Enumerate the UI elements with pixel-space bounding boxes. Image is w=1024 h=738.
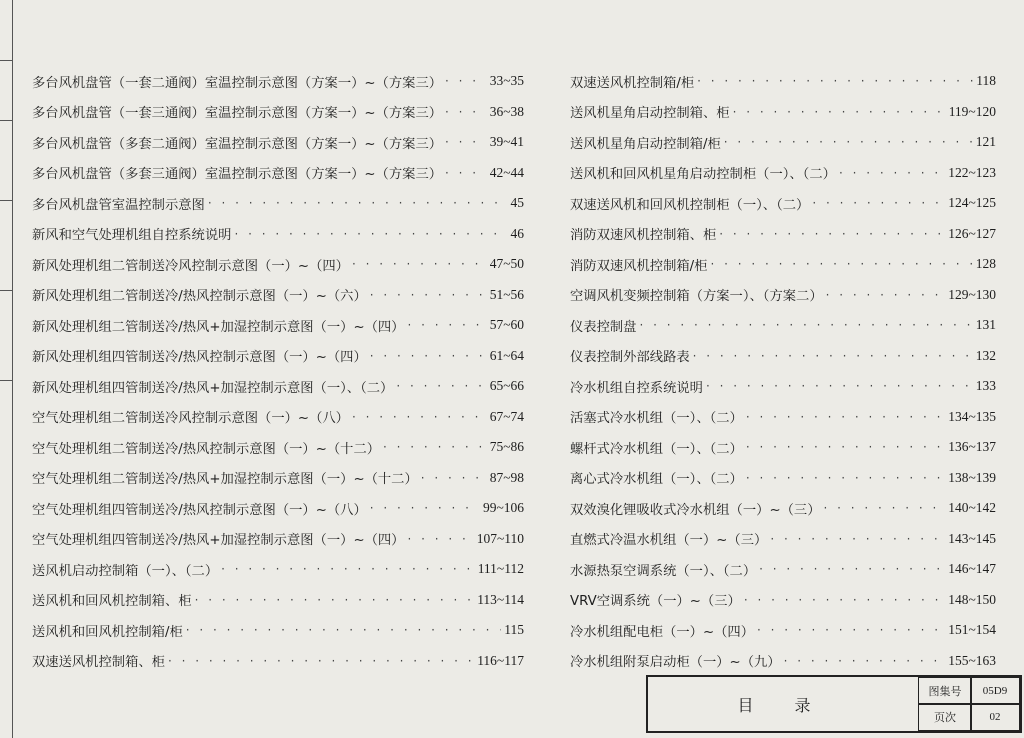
toc-entry (32, 188, 524, 219)
toc-entry-pages: 65~66 (489, 378, 524, 394)
toc-entry (32, 646, 524, 677)
dot-leader (693, 349, 973, 363)
page-number: 02 (970, 703, 1020, 731)
toc-left-column (32, 66, 524, 676)
catalog-title: 目 录 (648, 677, 919, 731)
dot-leader (839, 166, 945, 180)
dot-leader (746, 471, 945, 485)
toc-entry-pages: 115 (504, 622, 524, 638)
page-number-label: 页次 (918, 703, 972, 731)
toc-entry (32, 524, 524, 555)
strip-divider (0, 290, 12, 291)
dot-leader (407, 318, 486, 332)
toc-entry-title: 冷水机组配电柜（一）~（四） (570, 624, 755, 640)
toc-entry (32, 554, 524, 585)
dot-leader (370, 349, 487, 363)
toc-entry (32, 341, 524, 372)
dot-leader (812, 196, 945, 210)
toc-entry (570, 615, 996, 646)
toc-entry-title: 送风机启动控制箱（一）、（二） (32, 563, 219, 579)
dot-leader (407, 532, 473, 546)
dot-leader (706, 379, 973, 393)
toc-entry-pages: 138~139 (948, 469, 996, 485)
toc-entry-title: 仪表控制盘 (570, 319, 637, 335)
dot-leader (208, 196, 508, 210)
toc-entry-title: 空气处理机组四管制送冷/热风+加湿控制示意图（一）~（四） (32, 533, 405, 549)
toc-entry-pages: 45 (510, 195, 524, 211)
toc-entry-pages: 121 (975, 134, 996, 150)
toc-entry-pages: 113~114 (477, 591, 524, 607)
toc-entry-pages: 67~74 (489, 408, 524, 424)
toc-entry (32, 66, 524, 97)
toc-entry-pages: 151~154 (948, 622, 996, 638)
toc-entry-pages: 39~41 (489, 134, 524, 150)
toc-entry (570, 188, 996, 219)
toc-entry-title: 空调风机变频控制箱（方案一）、（方案二） (570, 289, 823, 305)
toc-entry (32, 127, 524, 158)
toc-entry (32, 402, 524, 433)
toc-entry-pages: 42~44 (489, 164, 524, 180)
toc-entry-title: 消防双速风机控制箱/柜 (570, 258, 708, 274)
toc-entry (570, 219, 996, 250)
dot-leader (221, 562, 475, 576)
dot-leader (195, 593, 475, 607)
toc-entry-pages: 122~123 (948, 164, 996, 180)
toc-entry-title: 新风处理机组二管制送冷风控制示意图（一）~（四） (32, 258, 349, 274)
toc-entry-title: 送风机星角启动控制箱、柜 (570, 106, 730, 122)
strip-divider (0, 60, 12, 61)
dot-leader (168, 654, 474, 668)
toc-entry (32, 219, 524, 250)
toc-entry-title: 多台风机盘管室温控制示意图 (32, 197, 205, 213)
toc-entry-pages: 75~86 (489, 439, 524, 455)
dot-leader (710, 257, 972, 271)
toc-entry-pages: 148~150 (948, 591, 996, 607)
dot-leader (639, 318, 972, 332)
dot-leader (370, 288, 487, 302)
toc-entry (570, 463, 996, 494)
toc-entry (570, 493, 996, 524)
toc-entry-pages: 128 (975, 256, 996, 272)
toc-entry-pages: 36~38 (489, 103, 524, 119)
strip-divider (0, 380, 12, 381)
dot-leader (186, 623, 502, 637)
toc-entry-pages: 132 (975, 347, 996, 363)
toc-entry-pages: 87~98 (489, 469, 524, 485)
dot-leader (719, 227, 945, 241)
dot-leader (445, 105, 487, 119)
toc-entry (32, 158, 524, 189)
dot-leader (759, 562, 945, 576)
toc-entry-pages: 57~60 (489, 317, 524, 333)
strip-divider (0, 120, 12, 121)
toc-entry (570, 646, 996, 677)
toc-entry (570, 402, 996, 433)
toc-entry (32, 371, 524, 402)
toc-entry-pages: 140~142 (948, 500, 996, 516)
toc-entry-pages: 129~130 (948, 286, 996, 302)
binding-strip (0, 0, 13, 738)
toc-entry-title: 送风机和回风机星角启动控制柜（一）、（二） (570, 167, 836, 183)
toc-entry (570, 524, 996, 555)
dot-leader (826, 288, 946, 302)
toc-entry (32, 493, 524, 524)
toc-entry-pages: 146~147 (948, 561, 996, 577)
toc-entry-title: 消防双速风机控制箱、柜 (570, 228, 717, 244)
toc-entry-pages: 111~112 (477, 561, 524, 577)
dot-leader (396, 379, 486, 393)
toc-entry (570, 249, 996, 280)
dot-leader (697, 74, 973, 88)
toc-entry (570, 341, 996, 372)
toc-entry-title: 冷水机组附泵启动柜（一）~（九） (570, 655, 781, 671)
dot-leader (744, 593, 945, 607)
dot-leader (370, 501, 480, 515)
toc-entry (32, 97, 524, 128)
toc-entry-title: 多台风机盘管（多套二通阀）室温控制示意图（方案一）~（方案三） (32, 136, 443, 152)
toc-entry-title: 空气处理机组二管制送冷/热风+加湿控制示意图（一）~（十二） (32, 472, 418, 488)
toc-entry-title: 多台风机盘管（一套二通阀）室温控制示意图（方案一）~（方案三） (32, 75, 443, 91)
toc-entry-pages: 46 (510, 225, 524, 241)
toc-entry (570, 310, 996, 341)
toc-entry-pages: 47~50 (489, 256, 524, 272)
toc-entry (32, 585, 524, 616)
dot-leader (746, 440, 945, 454)
toc-entry-pages: 119~120 (948, 103, 996, 119)
toc-entry-title: 送风机和回风机控制箱、柜 (32, 594, 192, 610)
toc-entry-title: VRV空调系统（一）~（三） (570, 594, 741, 610)
toc-entry-pages: 133 (975, 378, 996, 394)
strip-divider (0, 200, 12, 201)
toc-entry-title: 多台风机盘管（多套三通阀）室温控制示意图（方案一）~（方案三） (32, 167, 443, 183)
dot-leader (733, 105, 946, 119)
dot-leader (445, 166, 487, 180)
toc-entry-pages: 131 (975, 317, 996, 333)
toc-entry (32, 615, 524, 646)
dot-leader (234, 227, 507, 241)
toc-entry-title: 双效溴化锂吸收式冷水机组（一）~（三） (570, 502, 821, 518)
toc-entry-title: 空气处理机组二管制送冷/热风控制示意图（一）~（十二） (32, 441, 381, 457)
dot-leader (445, 74, 487, 88)
dot-leader (383, 440, 487, 454)
toc-entry-title: 多台风机盘管（一套三通阀）室温控制示意图（方案一）~（方案三） (32, 106, 443, 122)
toc-entry (32, 432, 524, 463)
toc-entry-title: 冷水机组自控系统说明 (570, 380, 703, 396)
toc-entry-pages: 51~56 (489, 286, 524, 302)
dot-leader (445, 135, 487, 149)
toc-entry-pages: 116~117 (477, 652, 524, 668)
toc-entry-title: 新风处理机组四管制送冷/热风+加湿控制示意图（一）、（二） (32, 380, 394, 396)
toc-entry-title: 双速送风机控制箱/柜 (570, 75, 695, 91)
toc-entry-title: 空气处理机组二管制送冷风控制示意图（一）~（八） (32, 411, 349, 427)
dot-leader (770, 532, 945, 546)
toc-entry (570, 158, 996, 189)
toc-entry-pages: 143~145 (948, 530, 996, 546)
toc-entry-title: 送风机星角启动控制箱/柜 (570, 136, 721, 152)
toc-entry-title: 螺杆式冷水机组（一）、（二） (570, 441, 743, 457)
toc-entry (570, 280, 996, 311)
toc-entry-pages: 33~35 (489, 73, 524, 89)
dot-leader (421, 471, 487, 485)
toc-entry-title: 送风机和回风机控制箱/柜 (32, 624, 183, 640)
toc-entry (32, 280, 524, 311)
toc-entry-title: 空气处理机组四管制送冷/热风控制示意图（一）~（八） (32, 502, 367, 518)
toc-entry-title: 新风处理机组二管制送冷/热风+加湿控制示意图（一）~（四） (32, 319, 405, 335)
toc-entry-title: 仪表控制外部线路表 (570, 350, 690, 366)
toc-entry-pages: 155~163 (948, 652, 996, 668)
toc-entry-pages: 124~125 (948, 195, 996, 211)
dot-leader (746, 410, 945, 424)
toc-right-column (570, 66, 996, 676)
toc-entry-title: 活塞式冷水机组（一）、（二） (570, 411, 743, 427)
toc-entry-pages: 134~135 (948, 408, 996, 424)
toc-entry-pages: 107~110 (476, 530, 524, 546)
toc-entry-title: 新风和空气处理机组自控系统说明 (32, 228, 232, 244)
dot-leader (724, 135, 973, 149)
dot-leader (352, 257, 487, 271)
toc-entry (32, 249, 524, 280)
toc-entry-pages: 126~127 (948, 225, 996, 241)
toc-entry (570, 97, 996, 128)
dot-leader (352, 410, 487, 424)
toc-entry (570, 585, 996, 616)
toc-entry-title: 双速送风机和回风机控制柜（一）、（二） (570, 197, 810, 213)
toc-entry-pages: 99~106 (482, 500, 524, 516)
dot-leader (824, 501, 946, 515)
toc-entry (570, 432, 996, 463)
title-block (646, 675, 1022, 733)
toc-entry (32, 463, 524, 494)
atlas-number-label: 图集号 (918, 677, 972, 705)
toc-entry (570, 554, 996, 585)
toc-entry (570, 66, 996, 97)
toc-entry-title: 离心式冷水机组（一）、（二） (570, 472, 743, 488)
toc-entry-pages: 61~64 (489, 347, 524, 363)
atlas-number: 05D9 (970, 677, 1020, 705)
toc-entry (570, 127, 996, 158)
toc-entry-title: 水源热泵空调系统（一）、（二） (570, 563, 757, 579)
dot-leader (784, 654, 946, 668)
toc-entry-title: 直燃式冷温水机组（一）~（三） (570, 533, 768, 549)
toc-entry-title: 新风处理机组二管制送冷/热风控制示意图（一）~（六） (32, 289, 367, 305)
dot-leader (757, 623, 945, 637)
toc-entry (32, 310, 524, 341)
toc-entry-title: 新风处理机组四管制送冷/热风控制示意图（一）~（四） (32, 350, 367, 366)
toc-entry-title: 双速送风机控制箱、柜 (32, 655, 165, 671)
toc-entry (570, 371, 996, 402)
toc-entry-pages: 136~137 (948, 439, 996, 455)
toc-entry-pages: 118 (976, 73, 996, 89)
